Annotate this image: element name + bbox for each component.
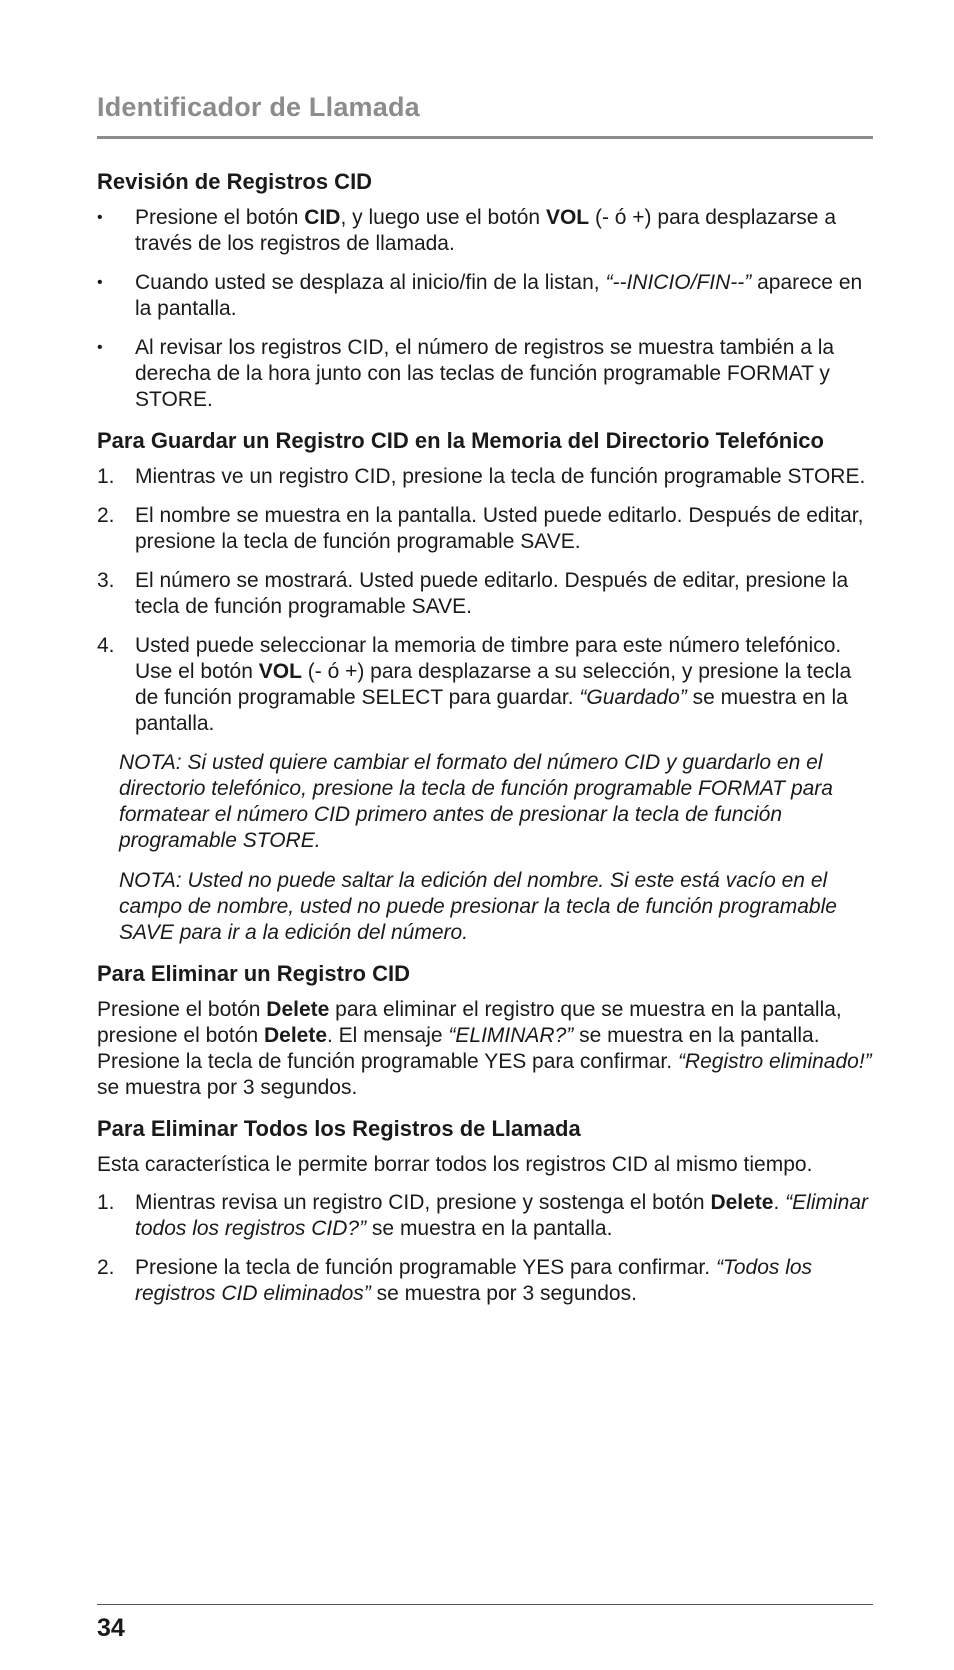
step-number: 1. bbox=[97, 1191, 115, 1214]
step-item: 2. Presione la tecla de función programable YES para confirmar. “Todos los registros CID eliminados” se muestra por 3 segundos. bbox=[97, 1256, 813, 1305]
step-item: 4. Usted puede seleccionar la memoria de timbre para este número telefónico. Use el botón VOL (- ó +) para desplazarse a su selección, y presione la tecla de función programable SELECT para guardar. “Guardado” se muestra en la pantalla. bbox=[97, 634, 852, 735]
bullet-item: • Al revisar los registros CID, el número de registros se muestra también a la derecha de la hora junto con las teclas de función programable FORMAT y STORE. bbox=[97, 336, 835, 411]
step-number: 3. bbox=[97, 569, 115, 592]
paragraph-intro: Esta característica le permite borrar todos los registros CID al mismo tiempo. bbox=[97, 1153, 813, 1176]
note-format: NOTA: Si usted quiere cambiar el formato del número CID y guardarlo en el directorio telefónico, presione la tecla de función programable FORMAT para formatear el número CID primero antes de presionar la tecla de función programable STORE. bbox=[119, 751, 833, 852]
step-item: 3. El número se mostrará. Usted puede editarlo. Después de editar, presione la tecla de función programable SAVE. bbox=[97, 569, 849, 618]
bullet-marker: • bbox=[97, 339, 103, 356]
header-rule bbox=[97, 136, 873, 139]
paragraph-eliminar: Presione el botón Delete para eliminar el registro que se muestra en la pantalla, presione el botón Delete. El mensaje “ELIMINAR?” se muestra en la pantalla. Presione la tecla de función programable YES para confirmar. “Registro eliminado!” se muestra por 3 segundos. bbox=[97, 998, 872, 1099]
page-number: 34 bbox=[97, 1614, 125, 1642]
step-item: 2. El nombre se muestra en la pantalla. Usted puede editarlo. Después de editar, presione la tecla de función programable SAVE. bbox=[97, 504, 864, 553]
step-item: 1. Mientras revisa un registro CID, presione y sostenga el botón Delete. “Eliminar todos los registros CID?” se muestra en la pantalla. bbox=[97, 1191, 868, 1240]
note-name-edit: NOTA: Usted no puede saltar la edición del nombre. Si este está vacío en el campo de nombre, usted no puede presionar la tecla de función programable SAVE para ir a la edición del número. bbox=[119, 869, 837, 944]
page-content bbox=[97, 168, 873, 1320]
section-title-eliminar: Para Eliminar un Registro CID bbox=[97, 961, 410, 986]
bullet-list-revision bbox=[97, 205, 873, 413]
bullet-marker: • bbox=[97, 274, 103, 291]
bullet-item: • Presione el botón CID, y luego use el botón VOL (- ó +) para desplazarse a través de los registros de llamada. bbox=[97, 206, 836, 255]
steps-list-eliminar-todos bbox=[97, 1190, 873, 1307]
section-title-guardar: Para Guardar un Registro CID en la Memoria del Directorio Telefónico bbox=[97, 428, 824, 453]
section-title-revision: Revisión de Registros CID bbox=[97, 169, 373, 194]
bullet-marker: • bbox=[97, 209, 103, 226]
step-item: 1. Mientras ve un registro CID, presione la tecla de función programable STORE. bbox=[97, 465, 866, 488]
bullet-item: • Cuando usted se desplaza al inicio/fin de la listan, “--INICIO/FIN--” aparece en la pantalla. bbox=[97, 271, 863, 320]
section-title-eliminar-todos: Para Eliminar Todos los Registros de Llamada bbox=[97, 1116, 581, 1141]
step-number: 1. bbox=[97, 465, 115, 488]
step-number: 2. bbox=[97, 1256, 115, 1279]
step-number: 4. bbox=[97, 634, 115, 657]
footer-rule bbox=[97, 1604, 873, 1605]
steps-list-guardar bbox=[97, 464, 873, 737]
running-head: Identificador de Llamada bbox=[97, 92, 420, 122]
step-number: 2. bbox=[97, 504, 115, 527]
